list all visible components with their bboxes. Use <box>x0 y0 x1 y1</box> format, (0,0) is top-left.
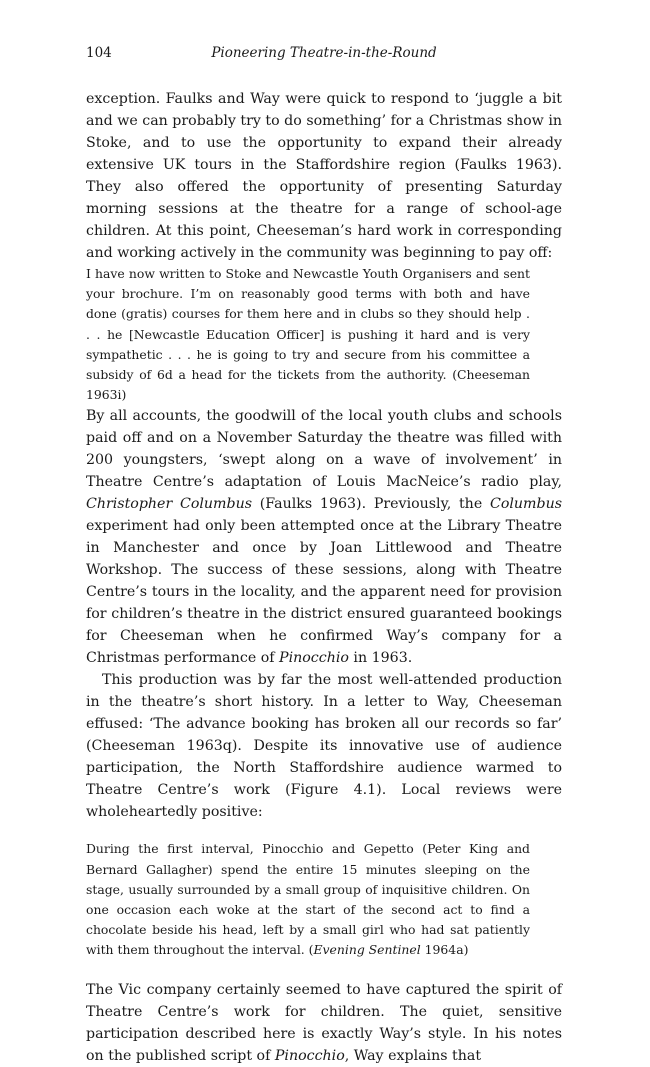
paragraph-2 <box>86 405 562 669</box>
paragraph-4-text-b: , Way explains that <box>344 1047 482 1064</box>
quote-2-text: During the first interval, Pinocchio and Gepetto (Peter King and Bernard Gallagher) spend the entire 15 minutes sleeping on the stage, usually surrounded by a small group of inquisitive children. On one occasion each woke at the start of the second act to find a chocolate beside his head, left by a small girl who had sat patiently with them throughout the interval. ( <box>86 841 530 958</box>
title-pinocchio-script: Pinocchio <box>274 1047 345 1064</box>
quote-2-end: 1964a) <box>420 942 469 958</box>
running-title: Pioneering Theatre-in-the-Round <box>211 45 437 61</box>
paragraph-2-text-b: (Faulks 1963). Previously, the <box>252 496 490 513</box>
paragraph-2-text-c: experiment had only been attempted once at the Library Theatre in Manchester and once by Joan Littlewood and Theatre Workshop. The success of these sessions, along with Theatre Centre’s tours in the locality, and the apparent need for provision for children’s theatre in the district ensured guaranteed bookings for Cheeseman when he confirmed Way’s company for a Christmas performance of <box>86 518 562 667</box>
block-quote-2 <box>86 839 530 960</box>
paragraph-4-text-a: The Vic company certainly seemed to have captured the spirit of Theatre Centre’s work for children. The quiet, sensitive participation described here is exactly Way’s style. In his notes on the published script of <box>86 981 562 1064</box>
paragraph-2-text-d: in 1963. <box>348 650 413 667</box>
paragraph-1: exception. Faulks and Way were quick to respond to ‘juggle a bit and we can probably try to do something’ for a Christmas show in Stoke, and to use the opportunity to expand their already extensive UK tours in the Staffordshire region (Faulks 1963). They also offered the opportunity of presenting Saturday morning sessions at the theatre for a range of school-age children. At this point, Cheeseman’s hard work in corresponding and working actively in the community was beginning to pay off: <box>86 91 562 261</box>
title-columbus: Columbus <box>489 496 562 513</box>
title-christopher-columbus: Christopher Columbus <box>86 496 253 513</box>
paragraph-3: This production was by far the most well-attended production in the theatre’s short history. In a letter to Way, Cheeseman effused: ‘The advance booking has broken all our records so far’ (Cheeseman 1963q). Despite its innovative use of audience participation, the North Staffordshire audience warmed to Theatre Centre’s work (Figure 4.1). Local reviews were wholeheartedly positive: <box>86 672 562 821</box>
title-pinocchio: Pinocchio <box>279 650 349 667</box>
body-text <box>86 88 562 1067</box>
quote-2-source: Evening Sentinel <box>313 942 421 958</box>
paragraph-4 <box>86 979 562 1067</box>
block-quote-1: I have now written to Stoke and Newcastle Youth Organisers and sent your brochure. I’m on reasonably good terms with both and have done (gratis) courses for them here and in clubs so they should help . . . he [Newcastle Education Officer] is pushing it hard and is very sympathetic . . . he is going to try and secure from his committee a subsidy of 6d a head for the tickets from the authority. (Cheeseman 1963i) <box>86 266 530 403</box>
page-number: 104 <box>86 45 112 61</box>
paragraph-2-text-a: By all accounts, the goodwill of the local youth clubs and schools paid off and on a November Saturday the theatre was filled with 200 youngsters, ‘swept along on a wave of involvement’ in Theatre Centre’s adaptation of Louis MacNeice’s radio play, <box>86 408 562 491</box>
